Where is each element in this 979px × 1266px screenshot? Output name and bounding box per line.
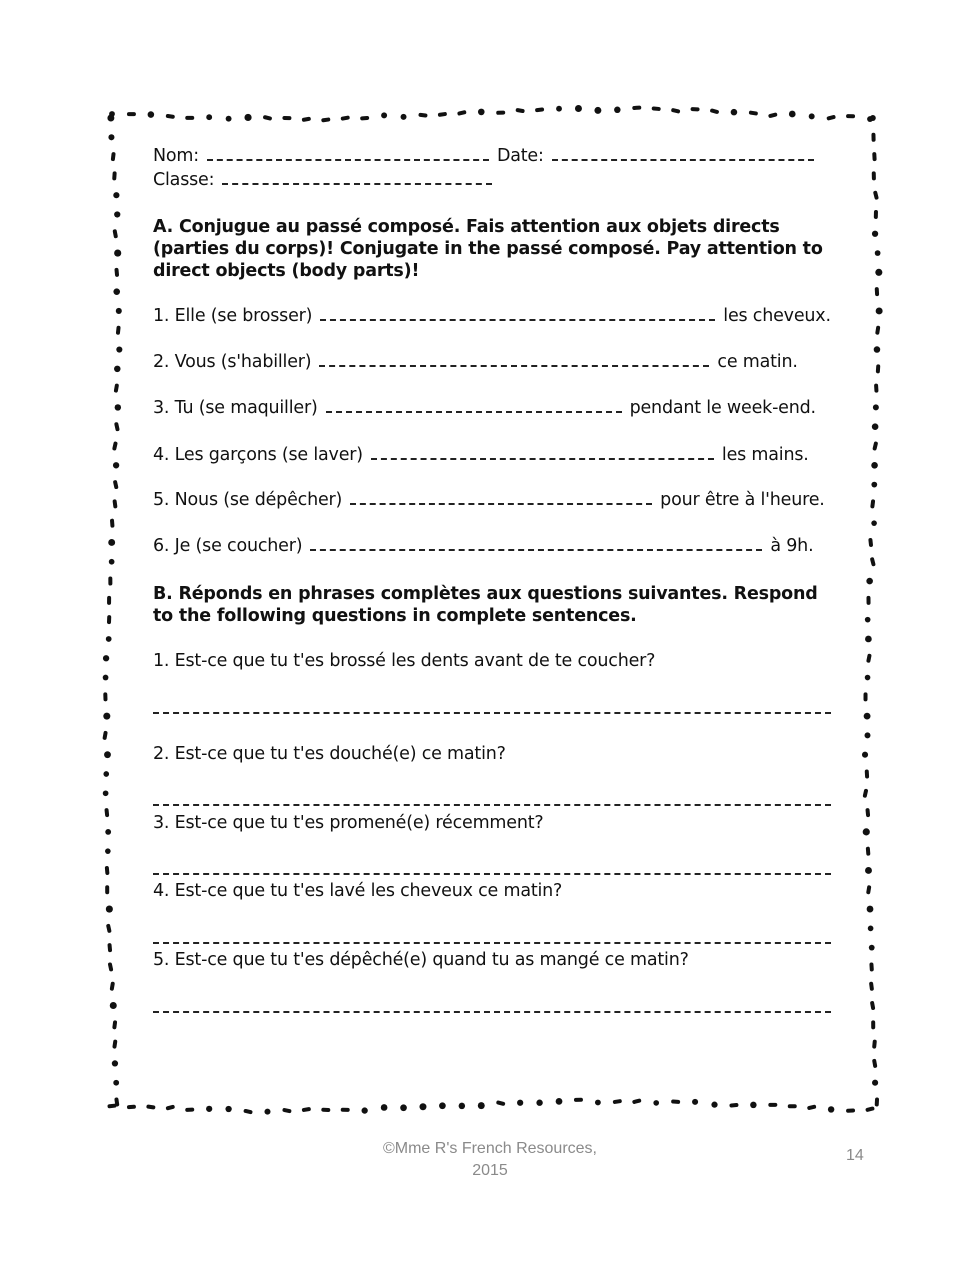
border-dot xyxy=(809,113,815,119)
border-dash xyxy=(875,287,880,296)
answer-blank[interactable] xyxy=(319,361,709,367)
border-dash xyxy=(768,1103,777,1107)
border-dash xyxy=(438,112,447,117)
border-dot xyxy=(105,829,111,835)
border-dot xyxy=(692,1099,698,1105)
border-dot xyxy=(104,751,111,758)
border-dot xyxy=(875,250,881,256)
border-dash xyxy=(866,596,870,605)
border-dot xyxy=(116,308,122,314)
border-dash xyxy=(112,441,118,451)
border-dash xyxy=(418,113,427,118)
border-dash xyxy=(710,108,720,114)
border-dash xyxy=(535,107,544,112)
border-dot xyxy=(876,307,883,314)
border-dash xyxy=(872,1059,878,1069)
border-dash xyxy=(875,325,880,335)
border-dash xyxy=(826,115,836,121)
border-dot xyxy=(381,1104,388,1111)
border-dash xyxy=(866,885,871,895)
border-dash xyxy=(632,105,641,110)
border-dot xyxy=(113,1080,119,1086)
border-dot xyxy=(875,269,882,276)
border-dash xyxy=(321,117,330,122)
border-dash xyxy=(166,114,175,119)
border-dot xyxy=(828,1106,834,1112)
border-dash xyxy=(146,1104,156,1109)
border-dash xyxy=(112,1039,117,1048)
border-dot xyxy=(865,867,872,874)
border-dot xyxy=(872,1080,878,1086)
border-dash xyxy=(872,152,876,161)
border-dash xyxy=(111,152,116,161)
border-dot xyxy=(206,114,212,120)
border-dot xyxy=(789,111,796,118)
border-dash xyxy=(870,557,876,567)
conjugation-item-5 xyxy=(153,490,825,510)
border-dash xyxy=(788,1104,797,1108)
border-dash xyxy=(729,1103,738,1108)
border-dash xyxy=(263,115,273,121)
border-dash xyxy=(282,1108,292,1114)
border-dash xyxy=(871,133,875,142)
border-dot xyxy=(112,1060,118,1066)
border-dash xyxy=(874,384,879,393)
border-dot xyxy=(419,1103,426,1110)
border-dot xyxy=(113,192,119,198)
border-dot xyxy=(871,462,878,469)
border-dot xyxy=(381,112,387,118)
border-dot xyxy=(478,109,485,116)
border-dot xyxy=(114,366,121,373)
border-dash xyxy=(749,110,759,115)
conjugation-item-6 xyxy=(153,536,813,556)
border-dash xyxy=(574,1098,583,1102)
border-dot xyxy=(595,1100,601,1106)
answer-line-2[interactable] xyxy=(153,804,831,806)
border-dot xyxy=(594,107,601,114)
border-dot xyxy=(871,520,877,526)
border-dot xyxy=(439,1102,446,1109)
border-dot xyxy=(106,636,112,642)
border-dot xyxy=(872,423,879,430)
border-dash xyxy=(652,106,661,111)
border-dot xyxy=(115,404,121,410)
border-dash xyxy=(868,538,873,547)
border-dash xyxy=(876,364,881,373)
border-dash xyxy=(870,499,875,508)
border-dash xyxy=(496,1100,506,1106)
classe-field-row xyxy=(153,170,500,190)
classe-input-line[interactable] xyxy=(222,179,492,185)
border-dash xyxy=(866,847,871,856)
border-dash xyxy=(865,1106,875,1112)
border-dot xyxy=(866,578,873,585)
border-dash xyxy=(107,596,111,605)
item-ending: à 9h. xyxy=(770,536,814,556)
conjugation-item-3 xyxy=(153,398,816,418)
border-dash xyxy=(106,924,112,934)
border-dot xyxy=(869,945,875,951)
classe-label: Classe: xyxy=(153,170,215,190)
section-b-instructions: B. Réponds en phrases complètes aux questions suivantes. Respond to the following questions in complete sentences. xyxy=(153,584,818,626)
border-dot xyxy=(874,346,881,353)
border-dot xyxy=(865,636,872,643)
answer-line-1[interactable] xyxy=(153,712,831,714)
border-dash xyxy=(862,788,868,798)
border-dot xyxy=(865,675,871,681)
border-dot xyxy=(105,848,111,854)
border-dash xyxy=(112,229,118,239)
item-ending: les cheveux. xyxy=(723,306,831,326)
border-dash xyxy=(112,1020,117,1029)
border-dot xyxy=(106,906,113,913)
border-dot xyxy=(867,906,874,913)
item-ending: pendant le week-end. xyxy=(629,398,816,418)
answer-blank[interactable] xyxy=(350,499,652,505)
border-dot xyxy=(556,1098,563,1105)
border-dot xyxy=(870,115,876,121)
border-dot xyxy=(731,109,738,116)
credit-line-1: ©Mme R's French Resources, xyxy=(382,1140,597,1157)
nom-input-line[interactable] xyxy=(207,155,489,161)
border-dot xyxy=(459,1103,465,1109)
border-dash xyxy=(341,1108,350,1112)
border-dash xyxy=(496,111,505,115)
border-dash xyxy=(870,1001,876,1011)
border-dash xyxy=(114,268,119,277)
border-dot xyxy=(872,231,878,237)
border-dash xyxy=(185,1108,194,1112)
border-dash xyxy=(165,1104,175,1110)
item-prompt: 1. Elle (se brosser) xyxy=(153,306,313,326)
item-prompt: 3. Tu (se maquiller) xyxy=(153,398,318,418)
border-dot xyxy=(401,114,407,120)
border-dash xyxy=(875,1097,879,1106)
border-dot xyxy=(863,828,870,835)
credit-line-2: 2015 xyxy=(472,1162,508,1179)
border-dot xyxy=(864,713,871,720)
border-dash xyxy=(869,982,874,991)
border-dot xyxy=(871,482,877,488)
answer-blank[interactable] xyxy=(320,315,715,321)
border-dash xyxy=(866,653,872,663)
border-dot xyxy=(862,752,868,758)
border-dot xyxy=(575,105,582,112)
date-input-line[interactable] xyxy=(552,155,814,161)
border-dot xyxy=(110,1002,117,1009)
border-dot xyxy=(108,539,115,546)
border-dash xyxy=(112,499,117,508)
border-dot xyxy=(865,617,871,623)
border-dash xyxy=(243,1109,253,1115)
border-dot xyxy=(873,404,879,410)
border-dash xyxy=(104,808,109,817)
answer-blank[interactable] xyxy=(371,454,714,460)
border-dot xyxy=(226,116,232,122)
border-dot xyxy=(750,1102,757,1109)
border-dot xyxy=(114,211,120,217)
border-dash xyxy=(103,692,107,701)
border-dot xyxy=(113,462,119,468)
border-dash xyxy=(807,1104,817,1110)
border-dash xyxy=(114,422,120,432)
border-dash xyxy=(872,171,876,180)
border-dash xyxy=(113,480,119,490)
border-dash xyxy=(114,383,119,393)
border-dash xyxy=(671,108,681,114)
border-dash xyxy=(112,171,117,180)
border-dot xyxy=(113,288,120,295)
item-prompt: 2. Vous (s'habiller) xyxy=(153,352,312,372)
item-ending: pour être à l'heure. xyxy=(660,490,825,510)
border-dash xyxy=(340,115,350,121)
border-dash xyxy=(768,112,778,118)
border-dash xyxy=(127,1105,136,1110)
border-dot xyxy=(478,1102,485,1109)
border-dash xyxy=(846,114,855,118)
border-dash xyxy=(872,1039,877,1048)
nom-field-row xyxy=(153,146,822,166)
border-dash xyxy=(872,441,878,451)
border-dash xyxy=(671,1099,680,1104)
answer-blank[interactable] xyxy=(326,407,622,413)
question-4: 4. Est-ce que tu t'es lavé les cheveux ce matin? xyxy=(153,881,563,901)
border-dash xyxy=(321,1108,330,1112)
border-dash xyxy=(110,519,115,528)
border-dash xyxy=(457,110,467,116)
border-dot xyxy=(400,1104,407,1111)
border-dot xyxy=(103,771,109,777)
border-dash xyxy=(360,116,369,121)
border-dash xyxy=(105,885,109,894)
border-dot xyxy=(517,1100,523,1106)
nom-label: Nom: xyxy=(153,146,199,166)
border-dot xyxy=(109,559,115,565)
conjugation-item-2 xyxy=(153,352,798,372)
border-dash xyxy=(105,866,110,875)
border-dot xyxy=(107,115,114,122)
border-dash xyxy=(865,808,870,817)
border-dash xyxy=(282,116,291,120)
question-5: 5. Est-ce que tu t'es dépêché(e) quand tu as mangé ce matin? xyxy=(153,950,689,970)
copyright-credit xyxy=(340,1138,640,1182)
item-prompt: 4. Les garçons (se laver) xyxy=(153,445,363,465)
question-1: 1. Est-ce que tu t'es brossé les dents avant de te coucher? xyxy=(153,651,656,671)
page-number: 14 xyxy=(846,1147,864,1164)
border-dot xyxy=(148,111,155,118)
border-dash xyxy=(515,108,525,114)
date-label: Date: xyxy=(496,146,544,166)
border-dot xyxy=(711,1102,717,1108)
question-3: 3. Est-ce que tu t'es promené(e) récemment? xyxy=(153,813,544,833)
border-dash xyxy=(874,210,878,219)
section-a-instructions: A. Conjugue au passé composé. Fais attention aux objets directs (parties du corps)! Conjugate in the passé composé. Pay attention to direct objects (body parts)! xyxy=(153,217,823,281)
border-dash xyxy=(127,112,136,116)
answer-blank[interactable] xyxy=(310,545,762,551)
border-dash xyxy=(864,692,868,701)
border-dash xyxy=(110,981,115,991)
border-dash xyxy=(846,1108,855,1112)
border-dash xyxy=(873,190,879,200)
border-dot xyxy=(206,1106,212,1112)
border-dash xyxy=(102,731,108,741)
border-dot xyxy=(103,655,109,661)
border-dot xyxy=(225,1106,231,1112)
border-dash xyxy=(302,1107,312,1112)
border-dot xyxy=(114,249,121,256)
border-dash xyxy=(690,107,699,111)
border-dot xyxy=(536,1100,542,1106)
border-dot xyxy=(653,1100,659,1106)
answer-line-4[interactable] xyxy=(153,942,831,944)
item-prompt: 6. Je (se coucher) xyxy=(153,536,303,556)
border-dash xyxy=(613,1099,623,1104)
border-dash xyxy=(185,116,194,120)
border-dot xyxy=(108,134,114,140)
border-dot xyxy=(103,675,109,681)
border-dash xyxy=(116,326,121,335)
border-dash xyxy=(632,1098,642,1104)
border-dot xyxy=(244,114,251,121)
border-dash xyxy=(865,769,870,778)
border-dot xyxy=(264,1109,270,1115)
border-dot xyxy=(865,732,871,738)
border-dot xyxy=(556,106,562,112)
border-dash xyxy=(302,117,312,122)
border-dot xyxy=(103,713,110,720)
conjugation-item-4 xyxy=(153,445,809,465)
item-prompt: 5. Nous (se dépêcher) xyxy=(153,490,343,510)
item-ending: ce matin. xyxy=(717,352,798,372)
item-ending: les mains. xyxy=(721,445,809,465)
border-dot xyxy=(868,926,874,932)
border-dash xyxy=(869,962,874,971)
question-2: 2. Est-ce que tu t'es douché(e) ce matin? xyxy=(153,744,506,764)
answer-line-5[interactable] xyxy=(153,1011,831,1013)
border-dot xyxy=(614,107,620,113)
border-dash xyxy=(107,943,112,952)
conjugation-item-1 xyxy=(153,306,831,326)
border-dot xyxy=(103,790,109,796)
border-dash xyxy=(108,962,114,972)
border-dash xyxy=(107,615,111,624)
border-dash xyxy=(108,577,112,586)
border-dash xyxy=(871,1020,875,1029)
border-dot xyxy=(362,1107,368,1113)
border-dot xyxy=(116,346,122,352)
answer-line-3[interactable] xyxy=(153,873,831,875)
